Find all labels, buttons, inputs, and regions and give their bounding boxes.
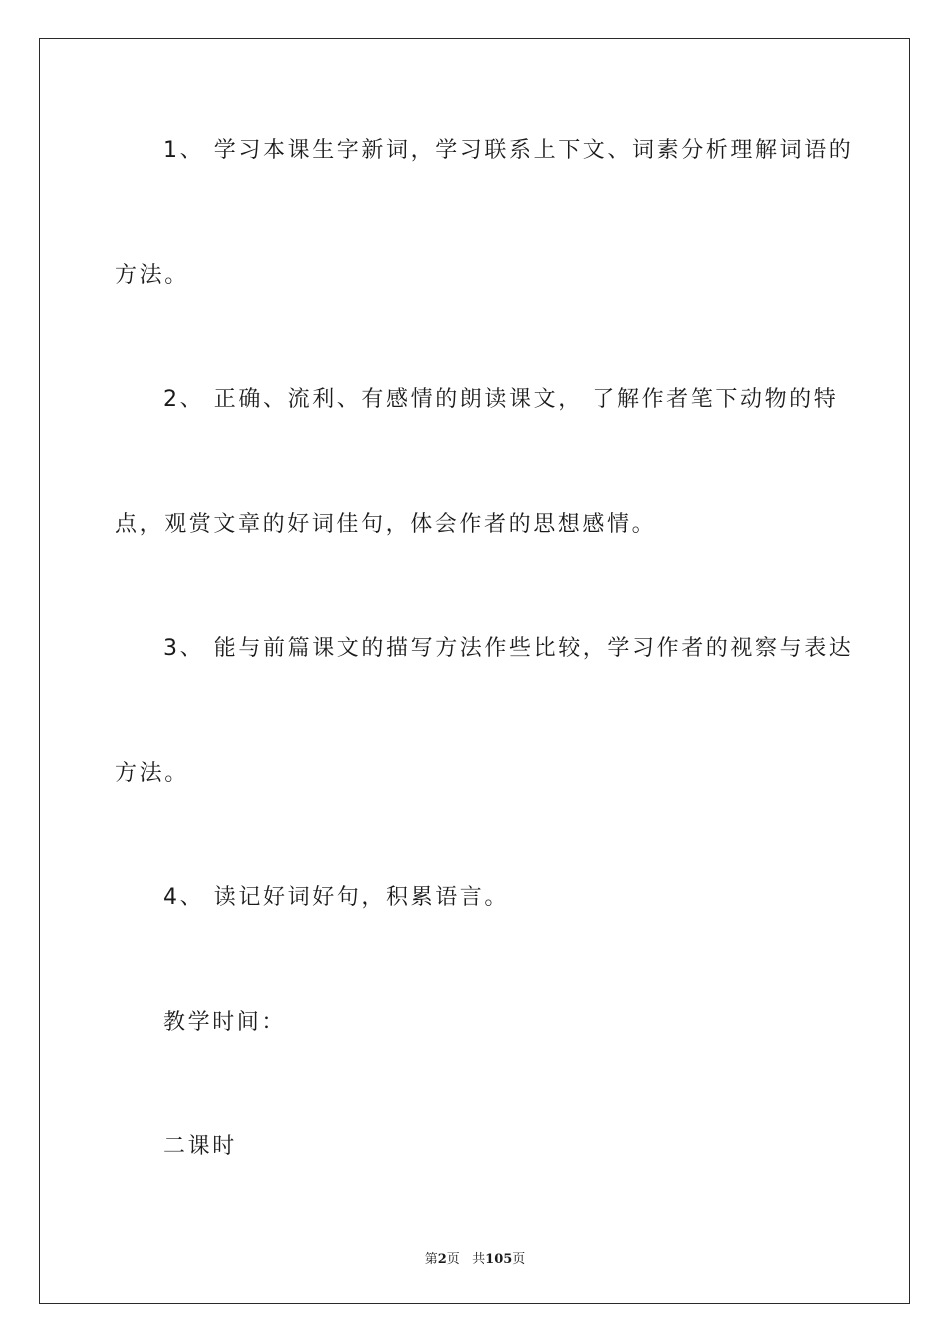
teaching-time-label: 教学时间： (163, 1010, 287, 1035)
page-footer (0, 1248, 950, 1267)
footer-middle: 页 共 (446, 1252, 486, 1267)
objective-3-line-2: 方法。 (115, 761, 189, 786)
objective-1-line-2: 方法。 (115, 263, 189, 288)
footer-suffix: 页 (512, 1252, 526, 1267)
footer-total-pages: 105 (485, 1252, 513, 1267)
objective-2-line-2: 点，观赏文章的好词佳句，体会作者的思想感情。 (115, 512, 657, 537)
footer-page-number: 2 (437, 1252, 447, 1267)
objective-4-line: 4、 读记好词好句，积累语言。 (163, 885, 509, 910)
objective-2-line-1: 2、 正确、流利、有感情的朗读课文， 了解作者笔下动物的特 (163, 387, 839, 412)
teaching-time-value: 二课时 (163, 1134, 237, 1159)
objective-3-line-1: 3、 能与前篇课文的描写方法作些比较，学习作者的视察与表达 (163, 636, 854, 661)
objective-1-line-1: 1、 学习本课生字新词，学习联系上下文、词素分析理解词语的 (163, 138, 854, 163)
page-border (39, 38, 910, 1304)
footer-prefix: 第 (424, 1252, 438, 1267)
